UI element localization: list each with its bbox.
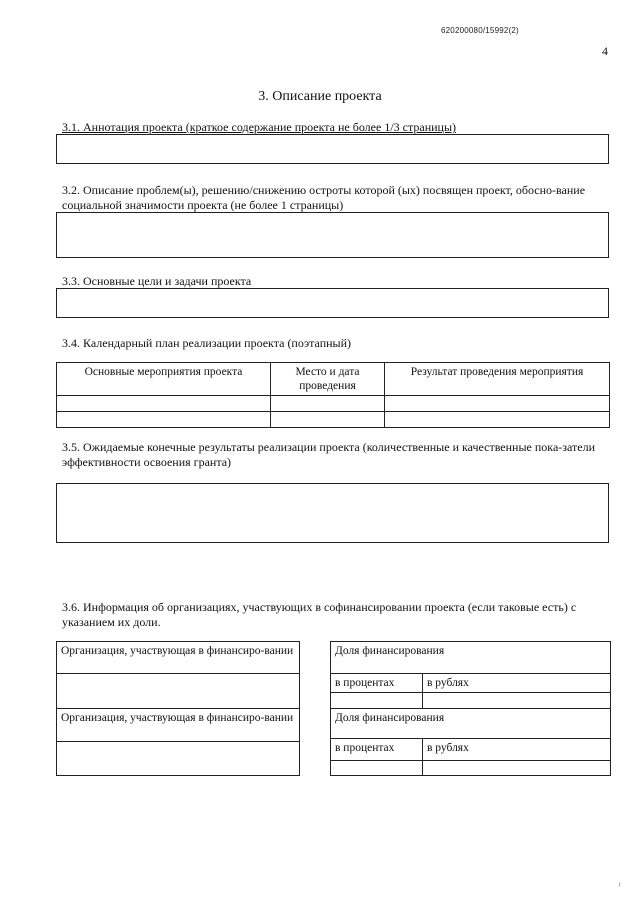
section-3-1-text: 3.1. Аннотация проекта (краткое содержание проекта не более 1/3 страницы) xyxy=(62,120,457,134)
table-cell[interactable] xyxy=(57,412,271,428)
column-header-place-date: Место и дата проведения xyxy=(271,363,385,396)
table-cell[interactable] xyxy=(57,396,271,412)
table-header-row xyxy=(57,363,610,396)
section-3-6-heading: 3.6. Информация об организациях, участвующих в софинансировании проекта (если таковые есть) с указанием их доли. xyxy=(62,600,577,629)
table-cell[interactable] xyxy=(385,396,610,412)
column-header-activities: Основные мероприятия проекта xyxy=(57,363,271,396)
page-number: 4 xyxy=(602,44,608,58)
rubles-field-2[interactable] xyxy=(422,760,610,775)
problem-description-field[interactable] xyxy=(56,212,609,258)
cofinancing-organizations-table xyxy=(56,641,300,776)
org-name-field-2[interactable] xyxy=(57,741,299,775)
percent-field-2[interactable] xyxy=(331,760,422,775)
cofinancing-shares-table xyxy=(330,641,611,776)
share-label-2: Доля финансирования xyxy=(331,708,610,738)
section-3-5-heading: 3.5. Ожидаемые конечные результаты реализации проекта (количественные и качественные пока-затели эффективности освоения гранта) xyxy=(62,440,595,469)
section-3-2-heading: 3.2. Описание проблем(ы), решению/снижению остроты которой (ых) посвящен проект, обосно-вание социальной значимости проекта (не более 1 страницы) xyxy=(62,183,586,212)
rubles-label-1: в рублях xyxy=(422,673,610,692)
goals-field[interactable] xyxy=(56,288,609,318)
column-header-result: Результат проведения мероприятия xyxy=(385,363,610,396)
org-label-1: Организация, участвующая в финансиро-вании xyxy=(61,645,294,657)
rubles-label-2: в рублях xyxy=(422,738,610,760)
page-title: 3. Описание проекта xyxy=(258,89,382,104)
percent-label-1: в процентах xyxy=(331,673,422,692)
scan-mark-icon: ⸝ xyxy=(613,877,624,889)
org-label-2: Организация, участвующая в финансиро-вании xyxy=(57,708,299,741)
share-label-1: Доля финансирования xyxy=(335,645,445,657)
percent-label-2: в процентах xyxy=(331,738,422,760)
percent-field-1[interactable] xyxy=(331,692,422,708)
section-3-1-heading xyxy=(62,120,614,135)
table-cell[interactable] xyxy=(385,412,610,428)
annotation-field[interactable] xyxy=(56,134,609,164)
table-cell[interactable] xyxy=(271,412,385,428)
table-row xyxy=(57,412,610,428)
table-cell[interactable] xyxy=(271,396,385,412)
org-name-field-1[interactable] xyxy=(57,673,299,708)
calendar-plan-table xyxy=(56,362,610,428)
expected-results-field[interactable] xyxy=(56,483,609,543)
table-row xyxy=(57,396,610,412)
section-3-3-heading: 3.3. Основные цели и задачи проекта xyxy=(62,274,252,288)
document-number: 620200080/15992(2) xyxy=(441,26,519,35)
rubles-field-1[interactable] xyxy=(422,692,610,708)
section-3-4-heading: 3.4. Календарный план реализации проекта (поэтапный) xyxy=(62,336,352,350)
